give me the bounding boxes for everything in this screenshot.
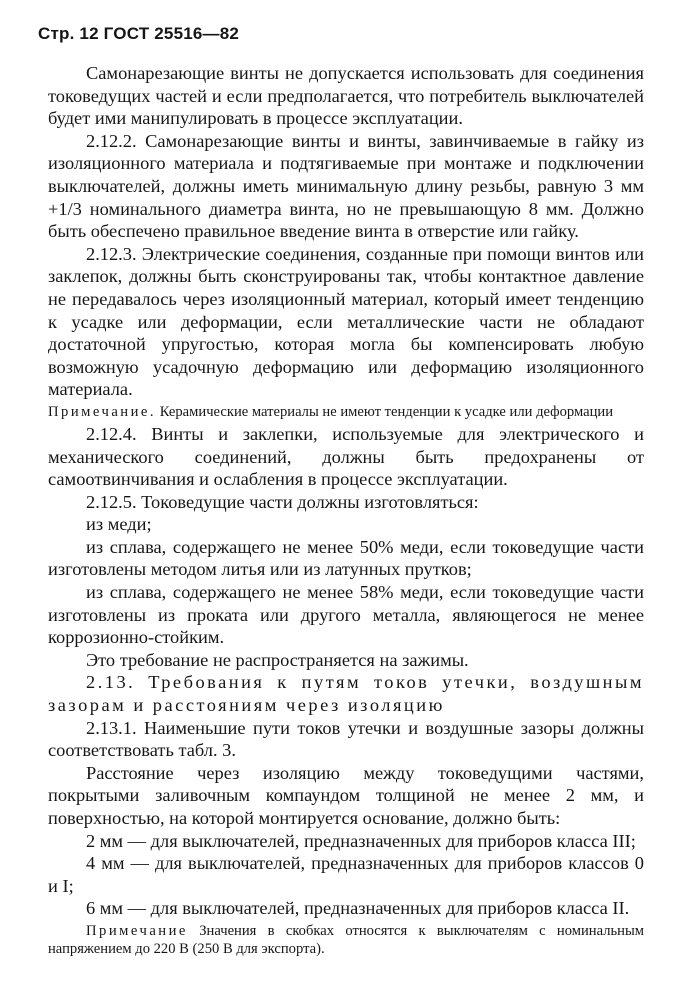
paragraph-2-12-3: 2.12.3. Электрические соединения, созданные при помощи винтов или заклепок, должны быть сконструированы так, чтобы контактное давление не передавалось через изоляционный материал, который имеет тенденцию к усадке или деформации, если металлические части не обладают достаточной упругостью, которая могла бы компенсировать любую возможную усадочную деформацию или деформацию изоляционного материала. bbox=[48, 243, 644, 400]
list-item-alloy-58: из сплава, содержащего не менее 58% меди, если токоведущие части изготовлены из проката или другого металла, являющегося не менее коррозионно-стойким. bbox=[48, 582, 644, 648]
note-text: Керамические материалы не имеют тенденции к усадке или деформации bbox=[159, 403, 614, 420]
note-text: Значения в скобках относятся к выключателям с номинальным напряжением до 220 В (250 В для экспорта). bbox=[48, 922, 644, 957]
note-brackets bbox=[48, 922, 644, 958]
paragraph-terminals-exception: Это требование не распространяется на зажимы. bbox=[86, 649, 469, 670]
document-body bbox=[48, 62, 644, 960]
paragraph-insulation-distance: Расстояние через изоляцию между токоведущими частями, покрытыми заливочным компаундом толщиной не менее 2 мм, и поверхностью, на которой монтируется основание, должно быть: bbox=[48, 762, 644, 828]
paragraph-2-12-4: 2.12.4. Винты и заклепки, используемые для электрического и механического соединений, должны быть предохранены от самоотвинчивания и ослабления в процессе эксплуатации. bbox=[48, 423, 644, 490]
section-heading-2-13: 2.13. Требования к путям токов утечки, воздушным зазорам и расстояниям через изоляцию bbox=[48, 672, 644, 716]
paragraph-2-12-2: 2.12.2. Самонарезающие винты и винты, завинчиваемые в гайку из изоляционного материала и подтягиваемые при монтаже и подключении выключателей, должны иметь минимальную длину резьбы, равную 3 мм +1/3 номинального диаметра винта, но не превышающую 8 мм. Должно быть обеспечено правильное введение винта в отверстие или гайку. bbox=[48, 130, 644, 242]
distance-item-4mm: 4 мм — для выключателей, предназначенных для приборов классов 0 и I; bbox=[48, 853, 644, 896]
distance-item-2mm: 2 мм — для выключателей, предназначенных для приборов класса III; bbox=[86, 830, 636, 851]
list-item-copper: из меди; bbox=[86, 514, 152, 535]
note-label: Примечание bbox=[86, 922, 188, 939]
paragraph-2-13-1: 2.13.1. Наименьшие пути токов утечки и воздушные зазоры должны соответствовать табл. 3. bbox=[48, 717, 644, 761]
note-ceramics bbox=[48, 403, 644, 421]
page-header: Стр. 12 ГОСТ 25516—82 bbox=[38, 24, 240, 43]
note-label: Примечание. bbox=[48, 403, 157, 420]
distance-item-6mm: 6 мм — для выключателей, предназначенных для приборов класса II. bbox=[86, 898, 630, 919]
paragraph-self-tapping: Самонарезающие винты не допускается использовать для соединения токоведущих частей и если предполагается, что потребитель выключателей будет ими манипулировать в процессе эксплуатации. bbox=[48, 63, 644, 129]
paragraph-2-12-5: 2.12.5. Токоведущие части должны изготовляться: bbox=[86, 491, 479, 512]
list-item-alloy-50: из сплава, содержащего не менее 50% меди, если токоведущие части изготовлены методом литья или из латунных прутков; bbox=[48, 536, 644, 580]
